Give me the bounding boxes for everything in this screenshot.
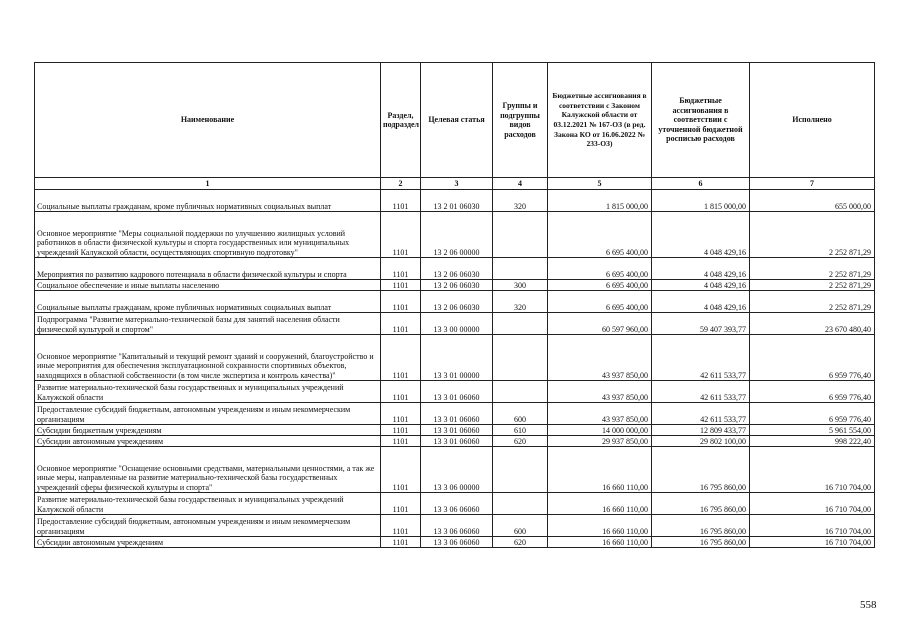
- row-executed: 6 959 776,40: [750, 381, 875, 403]
- row-target: 13 3 01 06060: [421, 403, 493, 425]
- column-number: 5: [548, 178, 652, 190]
- table-row: [35, 280, 875, 291]
- row-section: 1101: [381, 515, 421, 537]
- table-row: [35, 381, 875, 403]
- row-target: 13 3 00 00000: [421, 313, 493, 335]
- row-section: 1101: [381, 447, 421, 493]
- row-section: 1101: [381, 258, 421, 280]
- row-executed: 655 000,00: [750, 190, 875, 212]
- column-number-row: [35, 178, 875, 190]
- row-group: 320: [493, 190, 548, 212]
- page-number: 558: [860, 599, 877, 611]
- row-name: Развитие материально-технической базы государственных и муниципальных учреждений Калужской области: [35, 493, 381, 515]
- row-law: 6 695 400,00: [548, 258, 652, 280]
- row-refined: 42 611 533,77: [652, 335, 750, 381]
- header-groups: Группы и подгруппы видов расходов: [493, 63, 548, 178]
- row-group: [493, 335, 548, 381]
- row-refined: 42 611 533,77: [652, 403, 750, 425]
- row-target: 13 2 06 00000: [421, 212, 493, 258]
- row-refined: 1 815 000,00: [652, 190, 750, 212]
- row-group: [493, 258, 548, 280]
- header-name: Наименование: [35, 63, 381, 178]
- row-name: Мероприятия по развитию кадрового потенциала в области физической культуры и спорта: [35, 258, 381, 280]
- table-row: [35, 190, 875, 212]
- row-executed: 998 222,40: [750, 436, 875, 447]
- row-name: Субсидии автономным учреждениям: [35, 537, 381, 548]
- row-section: 1101: [381, 403, 421, 425]
- row-section: 1101: [381, 212, 421, 258]
- header-target: Целевая статья: [421, 63, 493, 178]
- row-refined: 16 795 860,00: [652, 493, 750, 515]
- row-section: 1101: [381, 291, 421, 313]
- row-refined: 16 795 860,00: [652, 447, 750, 493]
- row-executed: 16 710 704,00: [750, 537, 875, 548]
- row-name: Социальные выплаты гражданам, кроме публичных нормативных социальных выплат: [35, 291, 381, 313]
- row-target: 13 3 06 06060: [421, 493, 493, 515]
- row-executed: 6 959 776,40: [750, 335, 875, 381]
- row-group: [493, 493, 548, 515]
- row-executed: 2 252 871,29: [750, 212, 875, 258]
- row-law: 14 000 000,00: [548, 425, 652, 436]
- row-law: 16 660 110,00: [548, 537, 652, 548]
- column-number: 6: [652, 178, 750, 190]
- row-name: Социальное обеспечение и иные выплаты населению: [35, 280, 381, 291]
- column-number: 3: [421, 178, 493, 190]
- row-target: 13 3 06 06060: [421, 515, 493, 537]
- header-executed: Исполнено: [750, 63, 875, 178]
- row-refined: 12 809 433,77: [652, 425, 750, 436]
- column-number: 2: [381, 178, 421, 190]
- row-law: 6 695 400,00: [548, 280, 652, 291]
- row-executed: 6 959 776,40: [750, 403, 875, 425]
- row-name: Предоставление субсидий бюджетным, автономным учреждениям и иным некоммерческим организациям: [35, 403, 381, 425]
- row-group: 600: [493, 403, 548, 425]
- row-section: 1101: [381, 335, 421, 381]
- table-row: [35, 313, 875, 335]
- row-group: 600: [493, 515, 548, 537]
- row-target: 13 2 01 06030: [421, 190, 493, 212]
- row-section: 1101: [381, 537, 421, 548]
- row-executed: 2 252 871,29: [750, 291, 875, 313]
- row-target: 13 3 06 06060: [421, 537, 493, 548]
- row-law: 16 660 110,00: [548, 447, 652, 493]
- row-executed: 2 252 871,29: [750, 280, 875, 291]
- row-group: 620: [493, 537, 548, 548]
- table-row: [35, 447, 875, 493]
- table-row: [35, 335, 875, 381]
- row-group: [493, 381, 548, 403]
- table-row: [35, 436, 875, 447]
- row-executed: 23 670 480,40: [750, 313, 875, 335]
- column-number: 7: [750, 178, 875, 190]
- header-budget-law: Бюджетные ассигнования в соответствии с Законом Калужской области от 03.12.2021 № 167-ОЗ (в ред. Закона КО от 16.06.2022 № 233-ОЗ): [548, 63, 652, 178]
- row-law: 6 695 400,00: [548, 291, 652, 313]
- row-group: 300: [493, 280, 548, 291]
- table-row: [35, 537, 875, 548]
- row-executed: 2 252 871,29: [750, 258, 875, 280]
- row-law: 16 660 110,00: [548, 515, 652, 537]
- row-target: 13 3 01 06060: [421, 436, 493, 447]
- row-group: [493, 447, 548, 493]
- row-law: 60 597 960,00: [548, 313, 652, 335]
- row-refined: 4 048 429,16: [652, 258, 750, 280]
- row-law: 16 660 110,00: [548, 493, 652, 515]
- row-group: [493, 313, 548, 335]
- table-row: [35, 258, 875, 280]
- row-name: Развитие материально-технической базы государственных и муниципальных учреждений Калужской области: [35, 381, 381, 403]
- row-name: Основное мероприятие "Капитальный и текущий ремонт зданий и сооружений, благоустройство и иные мероприятия для обеспечения эксплуатационной сохранности спортивных объектов, находящихся в областной собственности (в том числе экспертиза и контроль качества)": [35, 335, 381, 381]
- row-section: 1101: [381, 313, 421, 335]
- table-row: [35, 403, 875, 425]
- row-name: Предоставление субсидий бюджетным, автономным учреждениям и иным некоммерческим организациям: [35, 515, 381, 537]
- row-target: 13 2 06 06030: [421, 291, 493, 313]
- row-name: Социальные выплаты гражданам, кроме публичных нормативных социальных выплат: [35, 190, 381, 212]
- row-target: 13 2 06 06030: [421, 280, 493, 291]
- row-executed: 16 710 704,00: [750, 515, 875, 537]
- row-section: 1101: [381, 425, 421, 436]
- row-refined: 29 802 100,00: [652, 436, 750, 447]
- header-budget-refined: Бюджетные ассигнования в соответствии с уточненной бюджетной росписью расходов: [652, 63, 750, 178]
- row-name: Субсидии автономным учреждениям: [35, 436, 381, 447]
- row-law: 29 937 850,00: [548, 436, 652, 447]
- row-refined: 4 048 429,16: [652, 291, 750, 313]
- row-group: 320: [493, 291, 548, 313]
- row-group: 610: [493, 425, 548, 436]
- row-group: 620: [493, 436, 548, 447]
- row-refined: 4 048 429,16: [652, 280, 750, 291]
- budget-table-sheet: [34, 62, 875, 548]
- column-number: 1: [35, 178, 381, 190]
- row-name: Основное мероприятие "Меры социальной поддержки по улучшению жилищных условий работников в области физической культуры и спорта государственных или муниципальных учреждений Калужской области, осуществляющих спортивную подготовку": [35, 212, 381, 258]
- row-target: 13 3 06 00000: [421, 447, 493, 493]
- row-executed: 16 710 704,00: [750, 447, 875, 493]
- table-row: [35, 212, 875, 258]
- row-refined: 16 795 860,00: [652, 537, 750, 548]
- row-law: 43 937 850,00: [548, 335, 652, 381]
- row-refined: 59 407 393,77: [652, 313, 750, 335]
- row-section: 1101: [381, 436, 421, 447]
- table-row: [35, 515, 875, 537]
- table-row: [35, 493, 875, 515]
- row-section: 1101: [381, 493, 421, 515]
- row-group: [493, 212, 548, 258]
- header-row: [35, 63, 875, 178]
- row-executed: 16 710 704,00: [750, 493, 875, 515]
- row-name: Основное мероприятие "Оснащение основными средствами, материальными ценностями, а так же иные меры, направленные на развитие материально-технической базы государственных учреждений сферы физической культуры и спорта": [35, 447, 381, 493]
- row-law: 6 695 400,00: [548, 212, 652, 258]
- row-name: Субсидии бюджетным учреждениям: [35, 425, 381, 436]
- column-number: 4: [493, 178, 548, 190]
- budget-table: [34, 62, 875, 548]
- row-section: 1101: [381, 381, 421, 403]
- row-refined: 4 048 429,16: [652, 212, 750, 258]
- table-row: [35, 425, 875, 436]
- row-section: 1101: [381, 280, 421, 291]
- row-target: 13 3 01 00000: [421, 335, 493, 381]
- row-target: 13 3 01 06060: [421, 425, 493, 436]
- row-law: 43 937 850,00: [548, 403, 652, 425]
- row-section: 1101: [381, 190, 421, 212]
- row-refined: 16 795 860,00: [652, 515, 750, 537]
- header-section: Раздел, подраздел: [381, 63, 421, 178]
- table-row: [35, 291, 875, 313]
- row-target: 13 3 01 06060: [421, 381, 493, 403]
- row-law: 43 937 850,00: [548, 381, 652, 403]
- row-target: 13 2 06 06030: [421, 258, 493, 280]
- row-name: Подпрограмма "Развитие материально-технической базы для занятий населения области физической культурой и спортом": [35, 313, 381, 335]
- row-refined: 42 611 533,77: [652, 381, 750, 403]
- row-law: 1 815 000,00: [548, 190, 652, 212]
- row-executed: 5 961 554,00: [750, 425, 875, 436]
